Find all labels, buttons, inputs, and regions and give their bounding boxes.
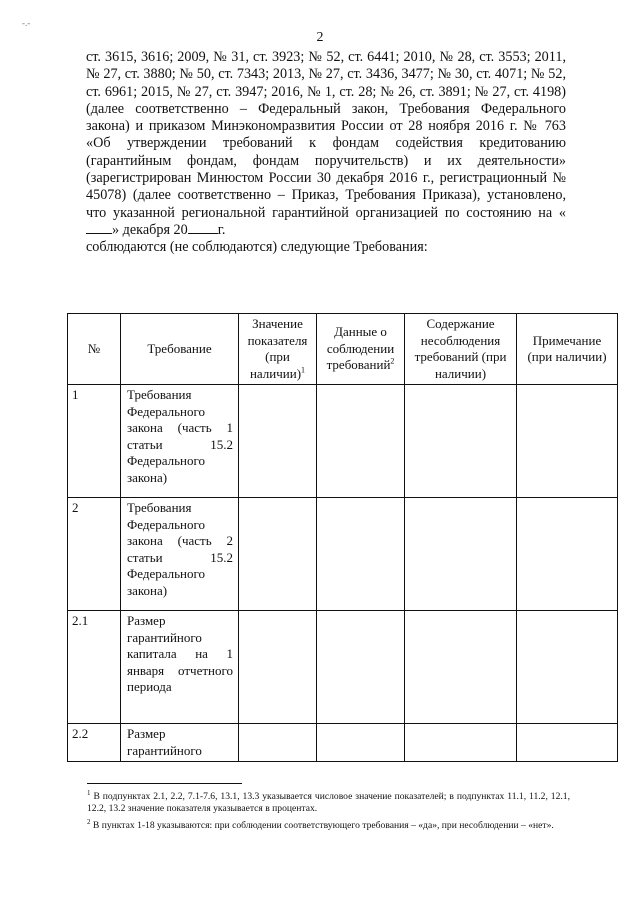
body-paragraph <box>86 49 566 239</box>
footnote-text: В подпунктах 2.1, 2.2, 7.1-7.6, 13.1, 13.3 указывается числовое значение показателей; в подпунктах 11.1, 11.2, 12.1, 12.2, 13.2 значение показателя указывается в процентах. <box>87 791 570 815</box>
body-last-line: соблюдаются (не соблюдаются) следующие Требования: <box>86 239 428 256</box>
row-requirement: Размер гарантийного капитала на 1 января отчетного периода <box>121 611 239 724</box>
requirements-table <box>67 313 618 762</box>
value-cell[interactable] <box>239 385 317 498</box>
body-paragraph-text: ст. 3615, 3616; 2009, № 31, ст. 3923; № 52, ст. 6441; 2010, № 28, ст. 3553; 2011, № 27, ст. 3880; № 50, ст. 7343; 2013, № 27, ст. 3436, 3477; № 30, ст. 4071; № 52, ст. 6961; 2015, № 27, ст. 3947; 2016, № 1, ст. 28; № 26, ст. 3891; № 27, ст. 4198) (далее соответственно – Федеральный закон, Требования Федерального закона) и приказом Минэкономразвития России от 28 ноября 2016 г. № 763 «Об утверждении требований к фондам содействия кредитованию (гарантийным фондам, фондам поручительств) и их деятельности» (зарегистрирован Минюстом России 30 декабря 2016 г., регистрационный № 45078) (далее соответственно – Приказ, Требования Приказа), установлено, что указанной региональной гарантийной организацией по состоянию на « <box>86 49 566 221</box>
violation-cell[interactable] <box>405 611 517 724</box>
value-cell[interactable] <box>239 498 317 611</box>
header-compliance-text: Данные о соблюдении требований <box>326 324 395 373</box>
note-cell[interactable] <box>517 385 618 498</box>
note-cell[interactable] <box>517 611 618 724</box>
footnote-marker: 2 <box>87 818 91 827</box>
footnotes <box>87 787 570 833</box>
row-num: 2.1 <box>68 611 121 724</box>
compliance-cell[interactable] <box>317 611 405 724</box>
row-num: 2.2 <box>68 724 121 762</box>
day-blank[interactable] <box>86 233 112 234</box>
compliance-cell[interactable] <box>317 385 405 498</box>
header-value-text: Значение показателя (при наличии) <box>247 316 308 381</box>
header-num: № <box>68 314 121 385</box>
footnote-text: В пунктах 1-18 указываются: при соблюдении соответствующего требования – «да», при несоблюдении – «нет». <box>92 820 554 832</box>
date-month-text: » декабря 20 <box>112 221 188 238</box>
row-requirement: Требования Федерального закона (часть 2 статьи 15.2 Федерального закона) <box>121 498 239 611</box>
value-cell[interactable] <box>239 724 317 762</box>
table-row <box>68 385 618 498</box>
compliance-cell[interactable] <box>317 498 405 611</box>
note-cell[interactable] <box>517 498 618 611</box>
row-requirement: Требования Федерального закона (часть 1 статьи 15.2 Федерального закона) <box>121 385 239 498</box>
value-cell[interactable] <box>239 611 317 724</box>
header-requirement: Требование <box>121 314 239 385</box>
row-num: 1 <box>68 385 121 498</box>
header-value <box>239 314 317 385</box>
table-row <box>68 724 618 762</box>
header-violation: Содержание несоблюдения требований (при наличии) <box>405 314 517 385</box>
violation-cell[interactable] <box>405 498 517 611</box>
header-compliance <box>317 314 405 385</box>
header-note: Примечание (при наличии) <box>517 314 618 385</box>
year-blank[interactable] <box>188 233 218 234</box>
footnote <box>87 816 570 832</box>
note-cell[interactable] <box>517 724 618 762</box>
compliance-cell[interactable] <box>317 724 405 762</box>
row-num: 2 <box>68 498 121 611</box>
footnote-divider <box>87 783 242 784</box>
footnote-ref-2: 2 <box>390 356 395 366</box>
table-row <box>68 498 618 611</box>
violation-cell[interactable] <box>405 385 517 498</box>
table-header-row <box>68 314 618 385</box>
row-requirement: Размер гарантийного <box>121 724 239 762</box>
footnote-marker: 1 <box>87 789 91 797</box>
violation-cell[interactable] <box>405 724 517 762</box>
footnote-ref-1: 1 <box>301 365 306 375</box>
scan-corner-mark: -.- <box>22 18 31 28</box>
body-text <box>86 49 566 257</box>
table-row <box>68 611 618 724</box>
footnote <box>87 787 570 815</box>
date-year-suffix: г. <box>217 221 226 238</box>
page-number: 2 <box>316 30 324 45</box>
